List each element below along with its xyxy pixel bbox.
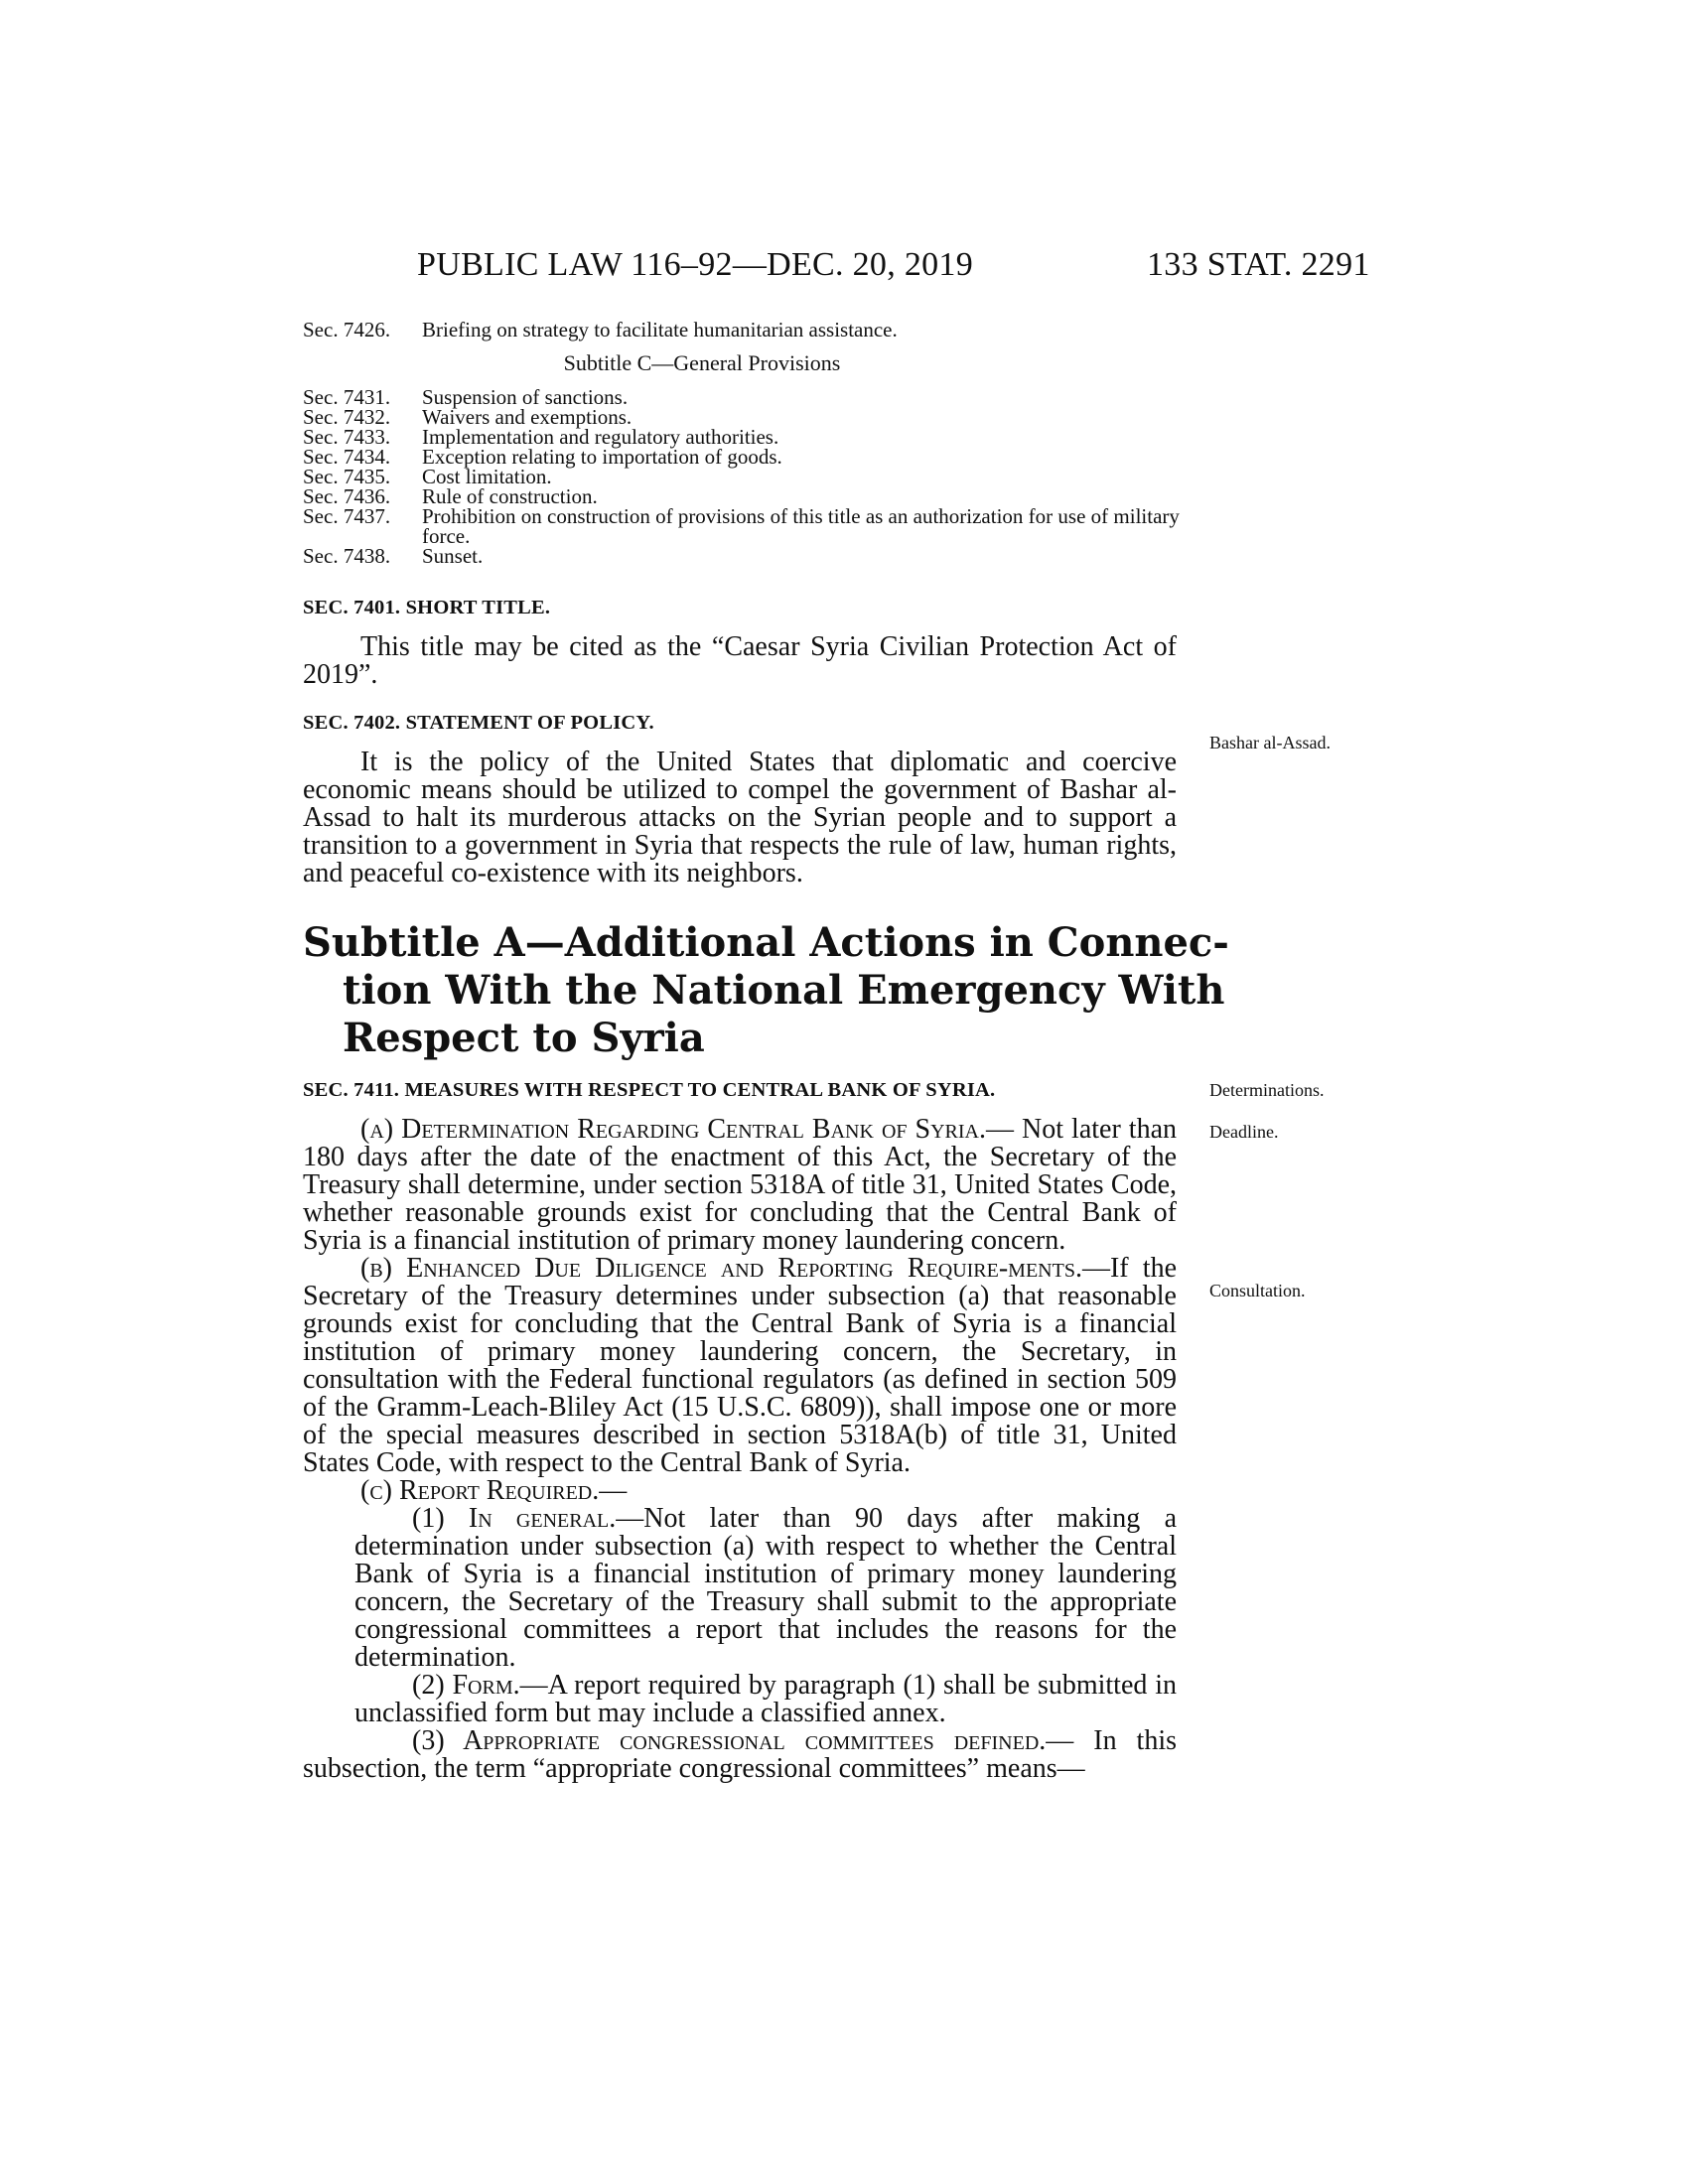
subsection-c bbox=[303, 1477, 1177, 1505]
subtitle-line: tion With the National Emergency With bbox=[343, 967, 1225, 1014]
toc-section-title: Briefing on strategy to facilitate humanitarian assistance. bbox=[422, 318, 898, 341]
paragraph-label: (3) Appropriate congressional committees defined.— bbox=[412, 1725, 1074, 1756]
section-heading: SEC. 7401. SHORT TITLE. bbox=[303, 597, 551, 618]
subsection-a bbox=[303, 1116, 1177, 1255]
toc-item bbox=[303, 447, 1196, 467]
toc-item bbox=[303, 486, 1196, 506]
paragraph-label: (1) In general.— bbox=[412, 1503, 644, 1534]
section-7401 bbox=[303, 594, 1177, 689]
toc-section-number: Sec. 7433. bbox=[303, 425, 391, 449]
subtitle-a-heading bbox=[303, 919, 1229, 1062]
subtitle-line: Subtitle A—Additional Actions in Connec- bbox=[303, 919, 1229, 966]
toc-section-title: Sunset. bbox=[422, 544, 484, 568]
subsection-b bbox=[303, 1255, 1177, 1477]
toc-section-title: Prohibition on construction of provisions of this title as an authorization for use of military force. bbox=[422, 504, 1180, 548]
toc-item bbox=[303, 506, 1196, 546]
subsection-label: (c) Report Required.— bbox=[360, 1475, 628, 1506]
public-law-citation: PUBLIC LAW 116–92—DEC. 20, 2019 bbox=[417, 246, 974, 283]
table-of-contents bbox=[303, 320, 1196, 566]
toc-item bbox=[303, 387, 1196, 407]
margin-note-consultation: Consultation. bbox=[1209, 1281, 1306, 1300]
section-text: It is the policy of the United States that diplomatic and coercive economic means should be utilized to compel the government of Bashar al-Assad to halt its murderous attacks on the Syrian people and to support a transition to a government in Syria that respects the rule of law, human rights, and peaceful co-existence with its neighbors. bbox=[303, 747, 1177, 888]
toc-section-number: Sec. 7431. bbox=[303, 385, 391, 409]
toc-section-number: Sec. 7432. bbox=[303, 405, 391, 429]
toc-section-number: Sec. 7436. bbox=[303, 484, 391, 508]
paragraph-text: A report required by paragraph (1) shall be submitted in unclassified form but may include a classified annex. bbox=[354, 1670, 1177, 1728]
paragraph-c3 bbox=[303, 1727, 1177, 1783]
paragraph-text: Not later than 90 days after making a determination under subsection (a) with respect to whether the Central Bank of Syria is a financial institution of primary money laundering concern, the Secretary of the Treasury shall submit to the appropriate congressional committees a report that includes the reasons for the determination. bbox=[354, 1503, 1177, 1673]
paragraph-c2 bbox=[303, 1672, 1177, 1727]
toc-section-title: Waivers and exemptions. bbox=[422, 405, 633, 429]
toc-section-number: Sec. 7434. bbox=[303, 445, 391, 469]
paragraph-c1 bbox=[303, 1505, 1177, 1672]
toc-section-title: Suspension of sanctions. bbox=[422, 385, 629, 409]
subsection-label: (a) Determination Regarding Central Bank of Syria.— bbox=[360, 1114, 1014, 1145]
toc-subtitle-heading: Subtitle C—General Provisions bbox=[563, 350, 841, 375]
section-heading: SEC. 7411. MEASURES WITH RESPECT TO CENTRAL BANK OF SYRIA. bbox=[303, 1079, 996, 1101]
toc-item bbox=[303, 546, 1196, 566]
toc-item bbox=[303, 427, 1196, 447]
toc-item bbox=[303, 320, 1196, 340]
toc-section-title: Exception relating to importation of goods. bbox=[422, 445, 782, 469]
section-heading: SEC. 7402. STATEMENT OF POLICY. bbox=[303, 712, 654, 734]
margin-note-deadline: Deadline. bbox=[1209, 1122, 1279, 1142]
section-7411 bbox=[303, 1076, 1177, 1783]
toc-section-title: Rule of construction. bbox=[422, 484, 598, 508]
toc-item bbox=[303, 407, 1196, 427]
toc-section-number: Sec. 7437. bbox=[303, 504, 391, 528]
subtitle-line: Respect to Syria bbox=[343, 1015, 705, 1061]
toc-section-number: Sec. 7438. bbox=[303, 544, 391, 568]
section-text: This title may be cited as the “Caesar Syria Civilian Protection Act of 2019”. bbox=[303, 631, 1177, 690]
subsection-label: (b) Enhanced Due Diligence and Reporting Require-ments.— bbox=[360, 1253, 1110, 1284]
subsection-text: Not later than 180 days after the date of the enactment of this Act, the Secretary of the Treasury shall determine, under section 5318A of title 31, United States Code, whether reasonable grounds exist for concluding that the Central Bank of Syria is a financial institution of primary money laundering concern. bbox=[303, 1114, 1178, 1256]
toc-section-number: Sec. 7435. bbox=[303, 465, 391, 488]
subsection-text: If the Secretary of the Treasury determines under subsection (a) that reasonable grounds exist for concluding that the Central Bank of Syria is a financial institution of primary money laundering concern, the Secretary, in consultation with the Federal functional regulators (as defined in section 509 of the Gramm-Leach-Bliley Act (15 U.S.C. 6809)), shall impose one or more of the special measures described in section 5318A(b) of title 31, United States Code, with respect to the Central Bank of Syria. bbox=[303, 1253, 1177, 1478]
paragraph-text: In this subsection, the term “appropriate congressional committees” means— bbox=[303, 1725, 1178, 1784]
toc-section-title: Cost limitation. bbox=[422, 465, 552, 488]
page-header bbox=[0, 246, 1688, 296]
section-7402 bbox=[303, 709, 1177, 887]
toc-item bbox=[303, 467, 1196, 486]
toc-section-number: Sec. 7426. bbox=[303, 318, 391, 341]
toc-section-title: Implementation and regulatory authorities. bbox=[422, 425, 779, 449]
margin-note-assad: Bashar al-Assad. bbox=[1209, 733, 1331, 752]
paragraph-label: (2) Form.— bbox=[412, 1670, 548, 1701]
statute-page-number: 133 STAT. 2291 bbox=[1147, 246, 1370, 283]
margin-note-determinations: Determinations. bbox=[1209, 1080, 1325, 1100]
